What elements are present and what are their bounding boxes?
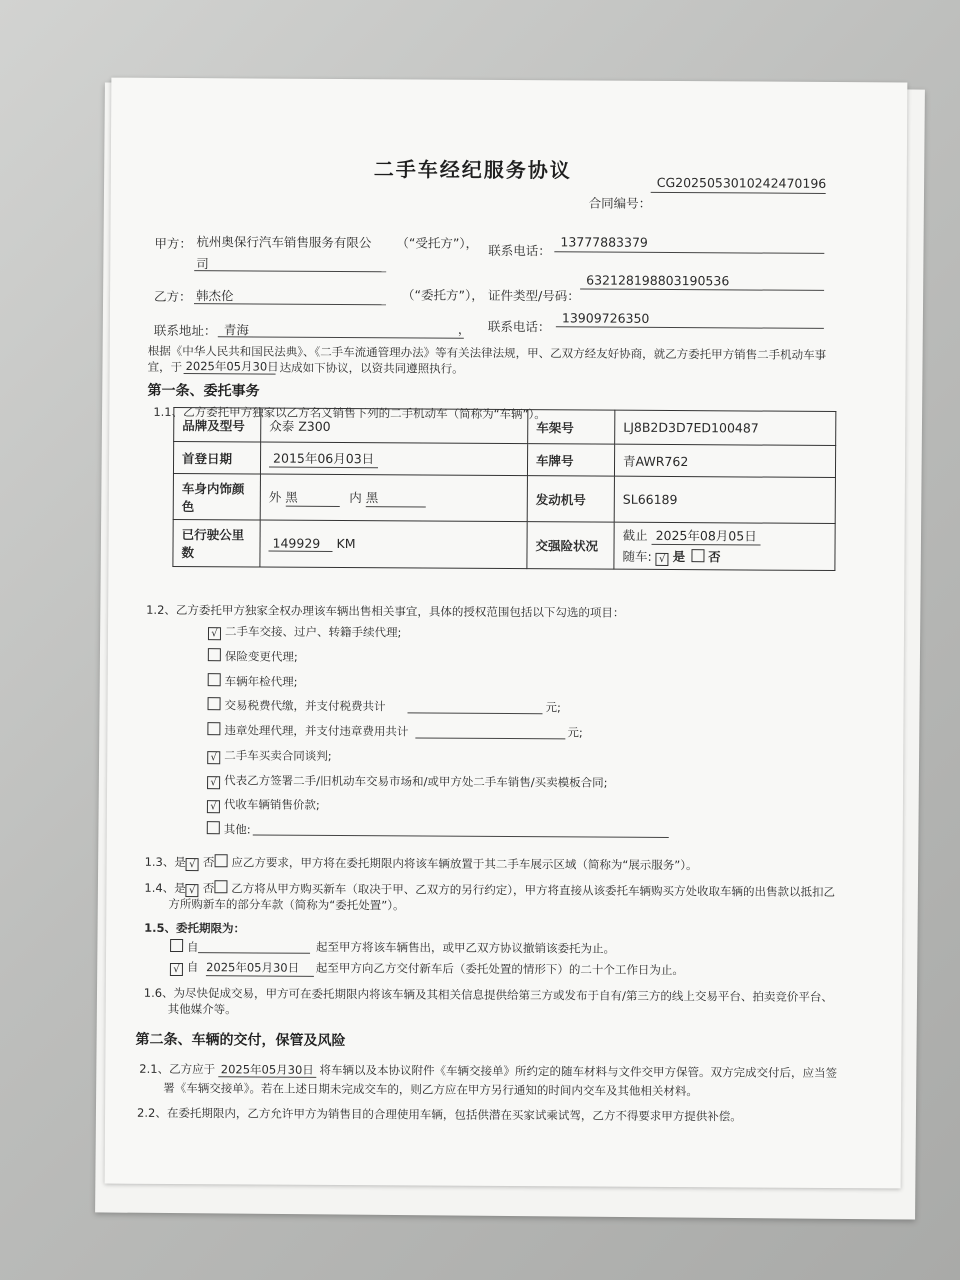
document-title: 二手车经纪服务协议: [373, 157, 572, 183]
plate-label: 车牌号: [527, 444, 614, 477]
clause-1-3-no-checkbox[interactable]: [214, 854, 227, 867]
clause-1-4-no-checkbox[interactable]: [214, 880, 227, 893]
party-a-phone: 13777883379: [560, 234, 648, 250]
mileage-unit: KM: [336, 535, 356, 552]
clause-1-3-yes-checkbox[interactable]: √: [186, 858, 199, 871]
clause-2-1-post: 将车辆以及本协议附件《车辆交接单》所约定的随车材料与文件交甲方保管。双方完成交付后，应当签: [319, 1062, 838, 1081]
clause-1-4-num: 1.4、是: [144, 880, 186, 896]
term-option-b-checkbox[interactable]: √: [170, 963, 183, 976]
exterior-label: 外: [268, 489, 282, 505]
auth-item-8-checkbox[interactable]: √: [207, 800, 220, 813]
first-reg-label: 首登日期: [173, 441, 260, 474]
mileage-cell: [260, 520, 527, 569]
clause-1-3-no: 否: [202, 855, 215, 870]
clause-1-3-num: 1.3、是: [144, 854, 186, 870]
clause-1-4-text: 乙方将从甲方购买新车（取决于甲、乙双方的另行约定），甲方将直接从该委托车辆购买方处收取车辆的出售款以抵扣乙: [231, 881, 836, 900]
brand-label: 品牌及型号: [174, 407, 261, 442]
mileage-value: 149929: [268, 536, 332, 552]
party-a-label: 甲方：: [154, 235, 192, 252]
clause-2-1: [139, 1061, 837, 1081]
clause-1-5: 1.5、委托期限为：: [144, 920, 246, 936]
auth-item-1: √ 二手车交接、过户、转籍手续代理;: [208, 623, 401, 641]
interior-label: 内: [349, 490, 362, 506]
mileage-label: 已行驶公里数: [173, 519, 260, 567]
auth-item-4-tail: 元;: [545, 700, 561, 715]
exterior-value: 黑: [285, 488, 339, 507]
term-option-a-post: 起至甲方将该车辆售出，或甲乙双方协议撤销该委托为止。: [316, 939, 616, 956]
auth-item-4-checkbox[interactable]: [208, 697, 221, 710]
clause-1-4-line2: 方所购新车的部分车款（简称为“委托处置”）。: [168, 896, 405, 913]
party-b-role: （“委托方”），: [402, 287, 484, 303]
auth-item-5-tail: 元;: [567, 725, 583, 740]
party-b-address: 青海: [223, 322, 249, 338]
clause-1-4-no: 否: [202, 881, 215, 896]
auth-item-7: √ 代表乙方签署二手/旧机动车交易市场和/或甲方处二手车销售/买卖模板合同;: [207, 772, 608, 791]
first-reg-cell: [260, 442, 527, 476]
party-b-address-label: 联系地址：: [153, 322, 217, 339]
auth-item-4: 交易税费代缴，并支付税费共计: [208, 697, 386, 714]
preamble-line1: 根据《中华人民共和国民法典》、《二手车流通管理办法》等有关法律法规，甲、乙双方经友好协商，就乙方委托甲方销售二手机动车事: [147, 343, 827, 362]
color-cell: [260, 474, 527, 522]
clause-1-1: 1.1、乙方委托甲方独家以乙方名义销售下列的二手机动车（简称为“车辆”）。: [153, 404, 546, 422]
party-b-label: 乙方：: [154, 288, 192, 305]
clause-1-2: 1.2、乙方委托甲方独家全权办理该车辆出售相关事宜，具体的授权范围包括以下勾选的项目：: [146, 602, 625, 620]
preamble-line2-pre: 宜，于: [147, 359, 183, 375]
term-option-a-pre: 自: [187, 940, 199, 955]
clause-1-4-yes-checkbox[interactable]: √: [186, 884, 199, 897]
preamble-line2-post: 达成如下协议，以资共同遵照执行。: [279, 360, 464, 376]
engine-label: 发动机号: [527, 476, 614, 523]
term-option-b-date: 2025年05月30日: [206, 959, 314, 977]
insurance-cell: [614, 522, 835, 570]
party-a-role: （“受托方”），: [396, 235, 479, 251]
clause-1-3: [145, 854, 698, 874]
with-car-yes-label: 是: [672, 549, 686, 565]
engine-value: SL66189: [614, 476, 835, 523]
auth-item-9-checkbox[interactable]: [207, 821, 220, 834]
party-a-name-line2: 司: [196, 256, 209, 272]
party-b-phone-label: 联系电话：: [487, 318, 551, 335]
auth-item-2: 保险变更代理;: [208, 648, 298, 665]
clause-1-6-line2: 其他媒介等。: [167, 1001, 237, 1017]
vehicle-info-table: [172, 407, 836, 571]
contract-no-label: 合同编号：: [588, 195, 652, 211]
auth-item-8: √ 代收车辆销售价款;: [207, 796, 320, 814]
first-reg-value: 2015年06月03日: [269, 449, 378, 469]
auth-item-5: 违章处理代理，并支付违章费用共计: [207, 722, 408, 739]
clause-2-1-line2: 署《车辆交接单》。若在上述日期未完成交车的，则乙方应在甲方另行通知的时间内交车及其他相关材料。: [163, 1080, 698, 1099]
auth-item-9: 其他:: [207, 821, 251, 837]
party-a-phone-label: 联系电话：: [488, 242, 551, 259]
party-b-phone: 13909726350: [561, 310, 650, 326]
clause-1-3-text: 应乙方要求，甲方将在委托期限内将该车辆放置于其二手车展示区域（简称为“展示服务”）。: [231, 855, 698, 873]
insurance-until-label: 截止: [622, 527, 648, 543]
insurance-label: 交强险状况: [527, 522, 614, 570]
interior-value: 黑: [366, 488, 426, 507]
auth-item-6: √ 二手车买卖合同谈判;: [207, 747, 331, 765]
auth-item-1-checkbox[interactable]: √: [208, 627, 221, 640]
clause-2-1-date: 2025年05月30日: [219, 1062, 316, 1078]
party-b-id-no: 632128198803190536: [586, 272, 730, 289]
with-car-no-label: 否: [708, 549, 721, 565]
vin-label: 车架号: [528, 410, 615, 445]
clause-2-2: 2.2、在委托期限内，乙方允许甲方为销售目的合理使用车辆，包括供潜在买家试乘试驾，乙方不得要求甲方提供补偿。: [137, 1105, 742, 1124]
auth-item-7-checkbox[interactable]: √: [207, 776, 220, 789]
auth-item-5-checkbox[interactable]: [207, 722, 220, 735]
clause-2-1-pre: 2.1、乙方应于: [139, 1061, 216, 1077]
party-b-id-label: 证件类型/号码：: [488, 287, 580, 304]
plate-value: 青AWR762: [614, 444, 835, 477]
insurance-until: 2025年08月05日: [652, 526, 761, 546]
auth-item-6-checkbox[interactable]: √: [207, 751, 220, 764]
vin-value: LJ8B2D3D7ED100487: [615, 410, 836, 445]
party-a-name-line1: 杭州奥保行汽车销售服务有限公: [196, 234, 372, 251]
section1-heading: 第一条、委托事务: [147, 382, 260, 400]
with-car-label: 随车:: [622, 548, 652, 564]
auth-item-2-checkbox[interactable]: [208, 648, 221, 661]
contract-no: CG2025053010242470196: [656, 174, 827, 191]
term-option-a: [170, 939, 199, 955]
party-b-address-tail: ，: [457, 321, 471, 337]
section2-heading: 第二条、车辆的交付，保管及风险: [135, 1031, 346, 1050]
term-option-b: [170, 959, 314, 977]
preamble-date: 2025年05月30日: [185, 359, 279, 374]
with-car-yes-checkbox[interactable]: √: [656, 553, 669, 566]
clause-1-6: 1.6、为尽快促成交易，甲方可在委托期限内将该车辆及其相关信息提供给第三方或发布于自有/第三方的线上交易平台、拍卖竞价平台、: [143, 985, 833, 1005]
with-car-no-checkbox[interactable]: [691, 549, 704, 562]
auth-item-3-checkbox[interactable]: [208, 673, 221, 686]
party-b-name: 韩杰伦: [196, 288, 234, 304]
color-label: 车身内饰颜色: [173, 473, 260, 520]
contract-page: [105, 78, 908, 1189]
brand-value: 众泰 Z300: [261, 408, 528, 444]
term-option-b-post: 起至甲方向乙方交付新车后（委托处置的情形下）的二十个工作日为止。: [315, 960, 684, 978]
auth-item-3: 车辆年检代理;: [208, 673, 298, 690]
term-option-a-checkbox[interactable]: [170, 939, 183, 952]
term-option-b-pre: 自: [186, 960, 199, 975]
